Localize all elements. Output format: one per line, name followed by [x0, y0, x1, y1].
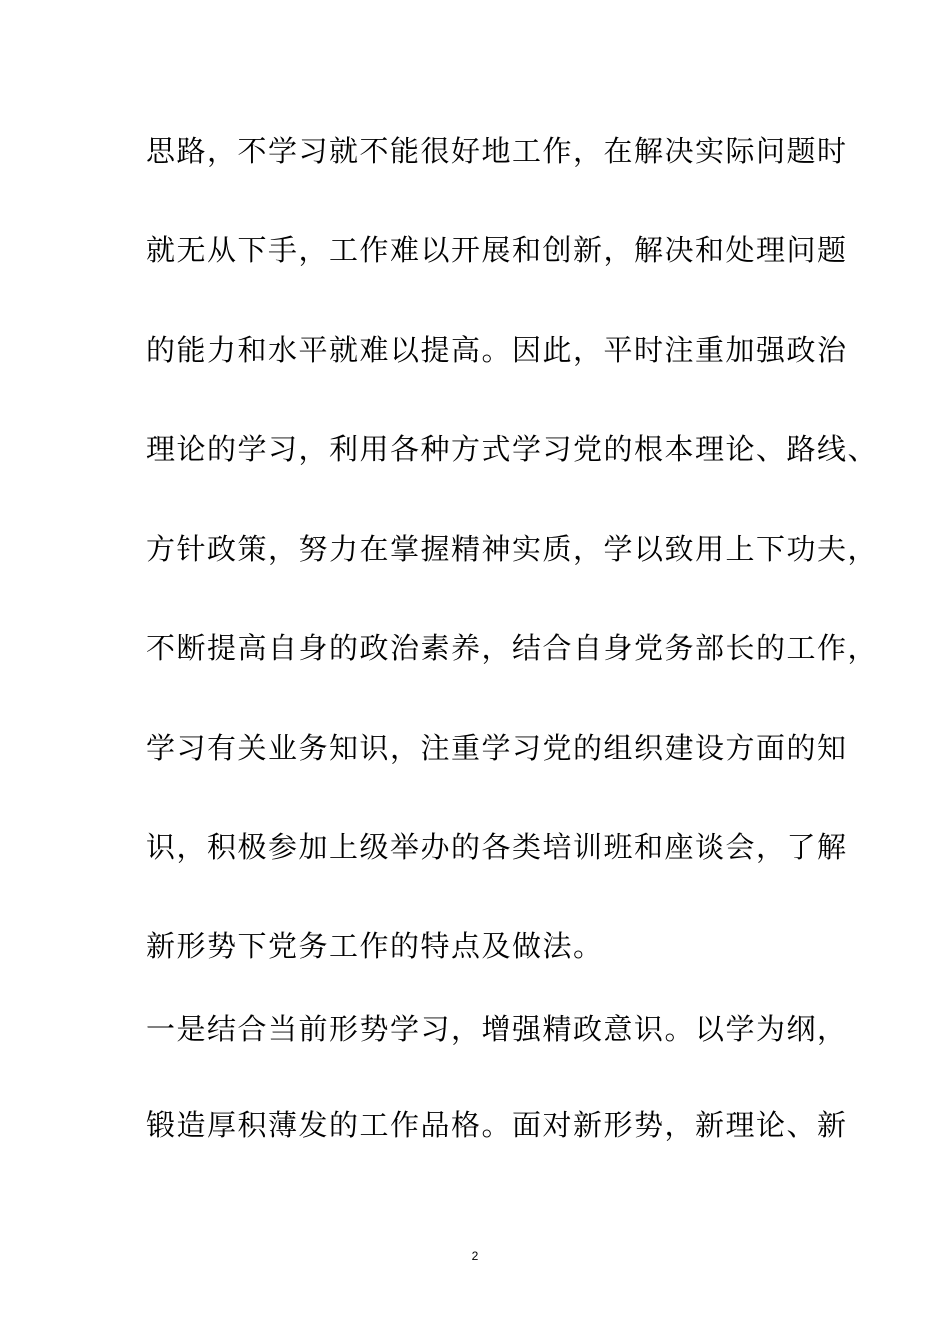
paragraph-line: 思路，不学习就不能很好地工作，在解决实际问题时: [146, 134, 848, 168]
paragraph-line: 理论的学习，利用各种方式学习党的根本理论、路线、: [146, 432, 879, 466]
paragraph-line: 新形势下党务工作的特点及做法。: [146, 929, 604, 963]
paragraph-line: 不断提高自身的政治素养，结合自身党务部长的工作，: [146, 631, 879, 665]
paragraph-line: 识，积极参加上级举办的各类培训班和座谈会，了解: [146, 830, 848, 864]
page-number: 2: [471, 1249, 479, 1263]
paragraph-line: 一是结合当前形势学习，增强精政意识。以学为纲，: [146, 1012, 848, 1046]
paragraph-line: 就无从下手，工作难以开展和创新，解决和处理问题: [146, 233, 848, 267]
paragraph-line: 学习有关业务知识，注重学习党的组织建设方面的知: [146, 731, 848, 765]
paragraph-line: 的能力和水平就难以提高。因此，平时注重加强政治: [146, 333, 848, 367]
paragraph-line: 方针政策，努力在掌握精神实质，学以致用上下功夫，: [146, 532, 879, 566]
paragraph-line: 锻造厚积薄发的工作品格。面对新形势，新理论、新: [146, 1108, 848, 1142]
